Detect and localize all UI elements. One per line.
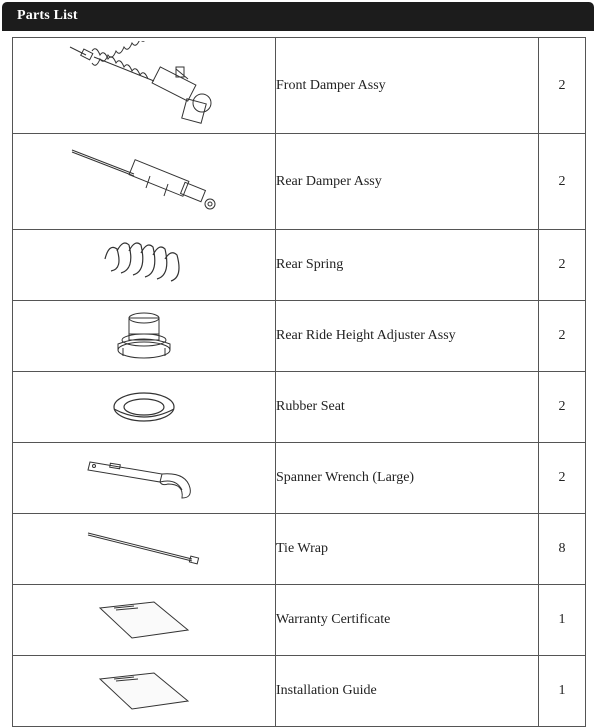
part-name: Spanner Wrench (Large) [276, 443, 539, 514]
parts-table [12, 37, 586, 727]
table-row [13, 134, 586, 230]
part-image-cell [13, 443, 276, 514]
part-image-cell [13, 585, 276, 656]
part-image-cell [13, 656, 276, 727]
part-qty: 1 [539, 585, 586, 656]
part-image-cell [13, 134, 276, 230]
part-name: Rubber Seat [276, 372, 539, 443]
table-row [13, 301, 586, 372]
height-adjuster-icon [109, 306, 179, 366]
part-name: Installation Guide [276, 656, 539, 727]
table-row [13, 656, 586, 727]
spanner-wrench-icon [84, 456, 204, 500]
part-image-cell [13, 38, 276, 134]
table-row [13, 443, 586, 514]
document-icon [94, 669, 194, 713]
table-row [13, 372, 586, 443]
part-qty: 2 [539, 443, 586, 514]
tie-wrap-icon [84, 529, 204, 569]
part-qty: 1 [539, 656, 586, 727]
part-name: Rear Spring [276, 230, 539, 301]
part-qty: 2 [539, 372, 586, 443]
part-image-cell [13, 230, 276, 301]
rear-damper-icon [64, 142, 224, 222]
header-title: Parts List [17, 8, 78, 23]
part-qty: 2 [539, 301, 586, 372]
part-name: Rear Damper Assy [276, 134, 539, 230]
part-qty: 8 [539, 514, 586, 585]
part-image-cell [13, 372, 276, 443]
part-qty: 2 [539, 38, 586, 134]
part-image-cell [13, 514, 276, 585]
part-name: Rear Ride Height Adjuster Assy [276, 301, 539, 372]
table-row [13, 230, 586, 301]
part-qty: 2 [539, 230, 586, 301]
rear-spring-icon [99, 237, 189, 293]
parts-list-header [2, 2, 594, 31]
document-icon [94, 598, 194, 642]
part-name: Tie Wrap [276, 514, 539, 585]
table-row [13, 38, 586, 134]
table-row [13, 514, 586, 585]
rubber-seat-icon [109, 389, 179, 425]
part-qty: 2 [539, 134, 586, 230]
table-row [13, 585, 586, 656]
part-name: Front Damper Assy [276, 38, 539, 134]
part-name: Warranty Certificate [276, 585, 539, 656]
part-image-cell [13, 301, 276, 372]
front-damper-icon [64, 41, 224, 131]
